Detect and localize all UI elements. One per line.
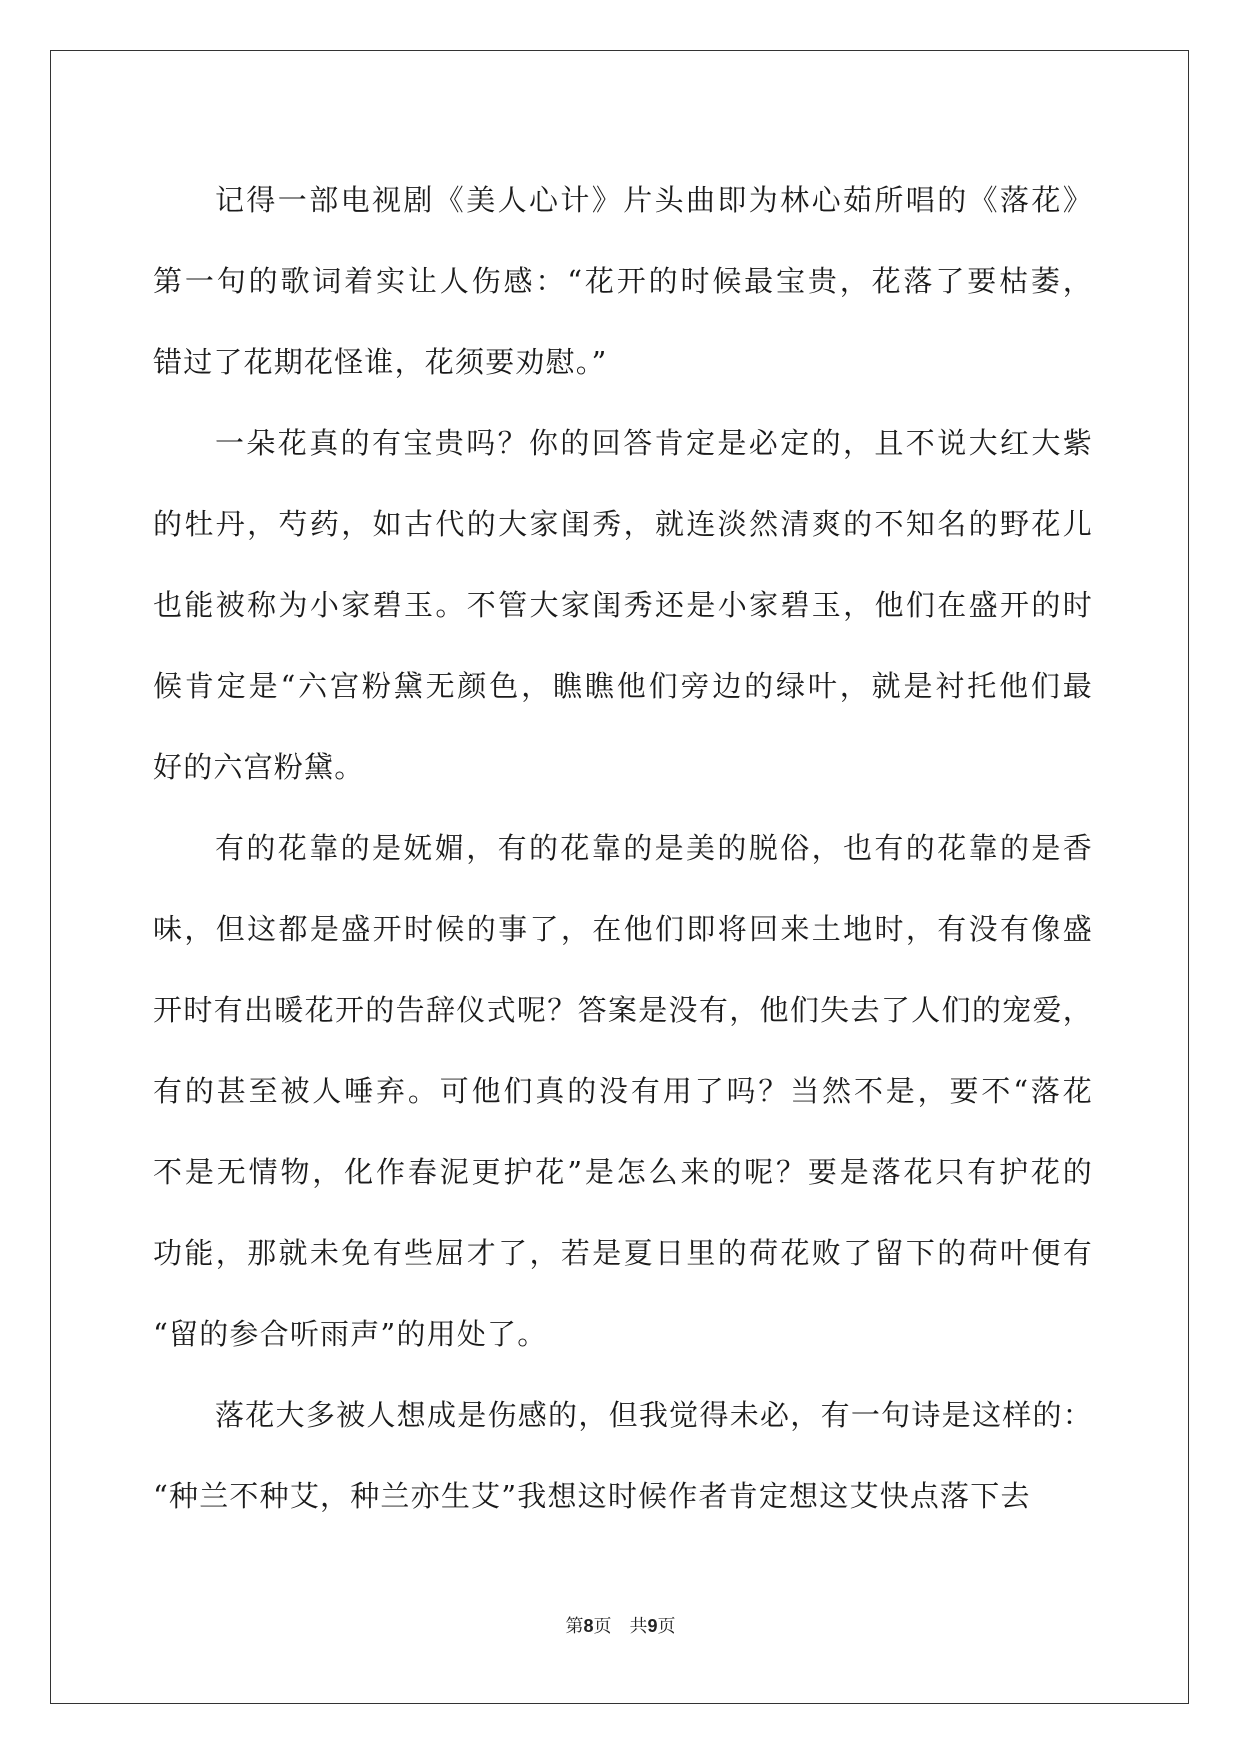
text-line: 记得一部电视剧《美人心计》片头曲即为林心茹所唱的《落花》 — [215, 183, 1093, 217]
text-line: 落花大多被人想成是伤感的，但我觉得未必，有一句诗是这样的： — [215, 1398, 1093, 1432]
page-footer — [0, 1612, 1241, 1638]
text-line: 有的甚至被人唾弃。可他们真的没有用了吗？当然不是，要不“落花 — [153, 1074, 1093, 1108]
text-line: 候肯定是“六宫粉黛无颜色，瞧瞧他们旁边的绿叶，就是衬托他们最 — [153, 669, 1093, 703]
text-line: “留的参合听雨声”的用处了。 — [153, 1317, 548, 1351]
text-line: “种兰不种艾，种兰亦生艾”我想这时候作者肯定想这艾快点落下去 — [153, 1479, 1031, 1513]
footer-suffix: 页 — [657, 1616, 676, 1637]
text-line: 第一句的歌词着实让人伤感：“花开的时候最宝贵，花落了要枯萎， — [153, 264, 1093, 298]
text-line: 错过了花期花怪谁，花须要劝慰。” — [153, 345, 608, 379]
text-line: 功能，那就未免有些屈才了，若是夏日里的荷花败了留下的荷叶便有 — [153, 1236, 1093, 1270]
current-page-number: 8 — [583, 1616, 594, 1636]
text-line: 有的花靠的是妩媚，有的花靠的是美的脱俗，也有的花靠的是香 — [215, 831, 1093, 865]
footer-prefix: 第 — [565, 1616, 584, 1637]
footer-middle: 页 共 — [593, 1616, 648, 1637]
text-line: 一朵花真的有宝贵吗？你的回答肯定是必定的，且不说大红大紫 — [215, 426, 1093, 460]
text-line: 的牡丹，芍药，如古代的大家闺秀，就连淡然清爽的不知名的野花儿 — [153, 507, 1093, 541]
text-line: 味，但这都是盛开时候的事了，在他们即将回来土地时，有没有像盛 — [153, 912, 1093, 946]
text-line: 不是无情物，化作春泥更护花”是怎么来的呢？要是落花只有护花的 — [153, 1155, 1093, 1189]
total-page-number: 9 — [647, 1616, 658, 1636]
document-body — [153, 160, 1093, 1537]
text-line: 开时有出暖花开的告辞仪式呢？答案是没有，他们失去了人们的宠爱， — [153, 993, 1093, 1027]
text-line: 好的六宫粉黛。 — [153, 750, 365, 784]
text-line: 也能被称为小家碧玉。不管大家闺秀还是小家碧玉，他们在盛开的时 — [153, 588, 1093, 622]
